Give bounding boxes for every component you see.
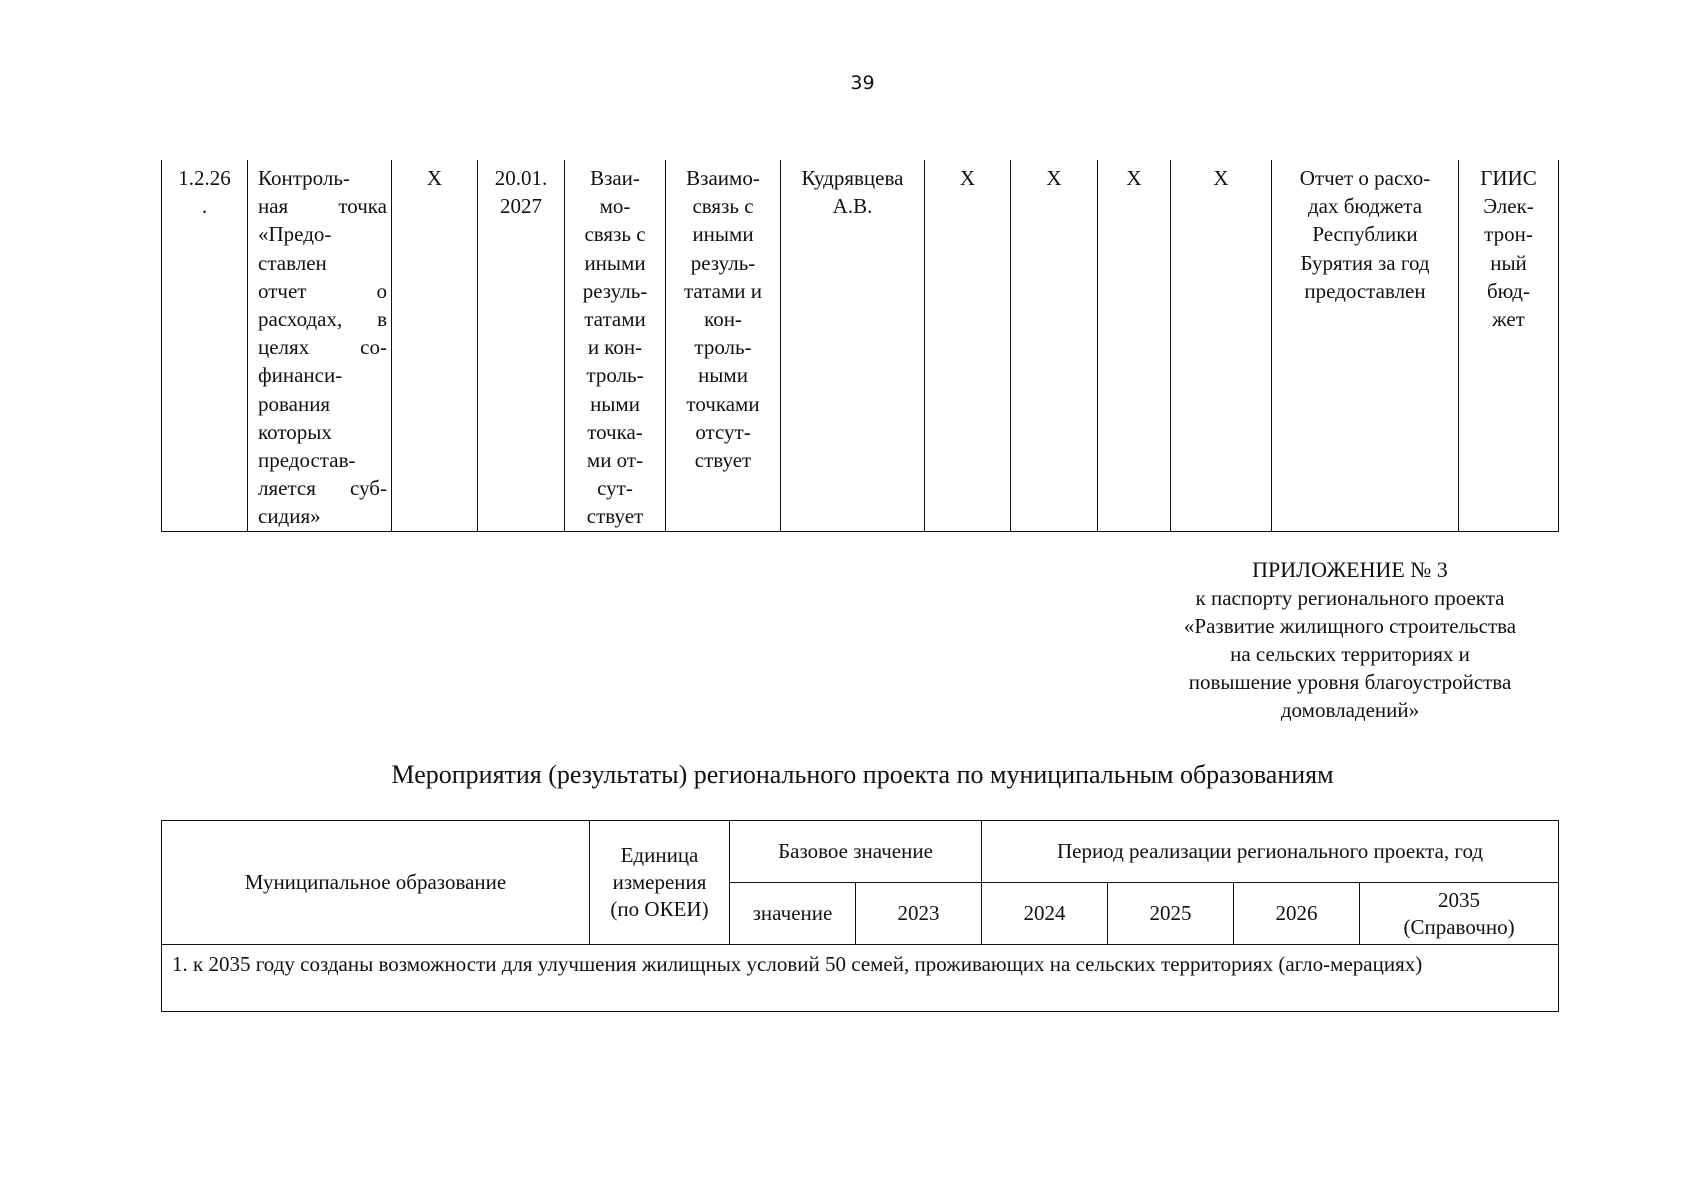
name-line: ляется суб- <box>258 476 387 501</box>
header-year: 2024 <box>982 883 1108 945</box>
appendix-line: на сельских территориях и <box>1230 642 1470 666</box>
name-line: рования <box>258 391 331 416</box>
appendix-line: «Развитие жилищного строительства <box>1183 614 1517 638</box>
control-point-name <box>248 160 392 531</box>
header-period: Период реализации регионального проекта, год <box>982 821 1559 883</box>
result-description: 1. к 2035 году созданы возможности для улучшения жилищных условий 50 семей, проживающих на сельских территориях (агло-мерациях) <box>162 945 1559 1012</box>
appendix-title: ПРИЛОЖЕНИЕ № 3 <box>1252 557 1448 582</box>
name-line: целях со- <box>258 335 387 360</box>
cell-x: X <box>392 160 478 531</box>
name-line: финанси- <box>258 363 343 388</box>
name-line: «Предо- <box>258 222 332 247</box>
information-system: ГИИС Элек- трон- ный бюд- жет <box>1459 160 1559 531</box>
section-title: Мероприятия (результаты) регионального проекта по муниципальным образованиям <box>391 760 1334 789</box>
name-line: предостав- <box>258 448 356 473</box>
municipal-results-table <box>161 820 1559 1012</box>
header-base-value: Базовое значение <box>730 821 982 883</box>
responsible-person: Кудрявцева А.В. <box>781 160 925 531</box>
cell-x: X <box>1011 160 1098 531</box>
report-description: Отчет о расхо- дах бюджета Республики Бурятия за год предоставлен <box>1272 160 1459 531</box>
header-year: 2026 <box>1234 883 1360 945</box>
page-number: 39 <box>850 72 875 94</box>
name-line: ставлен <box>258 250 327 275</box>
appendix-line: повышение уровня благоустройства <box>1188 670 1512 694</box>
appendix-line: домовладений» <box>1280 698 1420 722</box>
name-line: отчет о <box>258 278 387 303</box>
appendix-heading <box>1130 556 1570 724</box>
cell-x: X <box>1098 160 1171 531</box>
deadline-date: 20.01. 2027 <box>478 160 565 531</box>
row-number: 1.2.26 . <box>162 160 248 531</box>
table-row <box>162 160 1559 531</box>
relation-cell: Взаи- мо- связь с иными резуль- татами и кон- троль- ными точка- ми от- сут- ствует <box>565 160 666 531</box>
table-row <box>162 945 1559 1012</box>
header-unit: Единица измерения (по ОКЕИ) <box>590 821 730 945</box>
header-value: значение <box>730 883 856 945</box>
header-row <box>162 821 1559 883</box>
header-year: 2035 (Справочно) <box>1360 883 1559 945</box>
control-point-table <box>161 160 1559 532</box>
cell-x: X <box>1171 160 1272 531</box>
header-municipality: Муниципальное образование <box>162 821 590 945</box>
relation-cell: Взаимо- связь с иными резуль- татами и кон- троль- ными точками отсут- ствует <box>666 160 781 531</box>
name-line: Контроль- <box>258 166 350 190</box>
name-line: расходах, в <box>258 307 387 332</box>
cell-x: X <box>925 160 1011 531</box>
name-line: ная точка <box>258 194 387 219</box>
appendix-line: к паспорту регионального проекта <box>1195 586 1505 610</box>
header-year: 2025 <box>1108 883 1234 945</box>
header-year: 2023 <box>856 883 982 945</box>
name-line: которых <box>258 419 332 444</box>
name-line: сидия» <box>258 504 321 529</box>
